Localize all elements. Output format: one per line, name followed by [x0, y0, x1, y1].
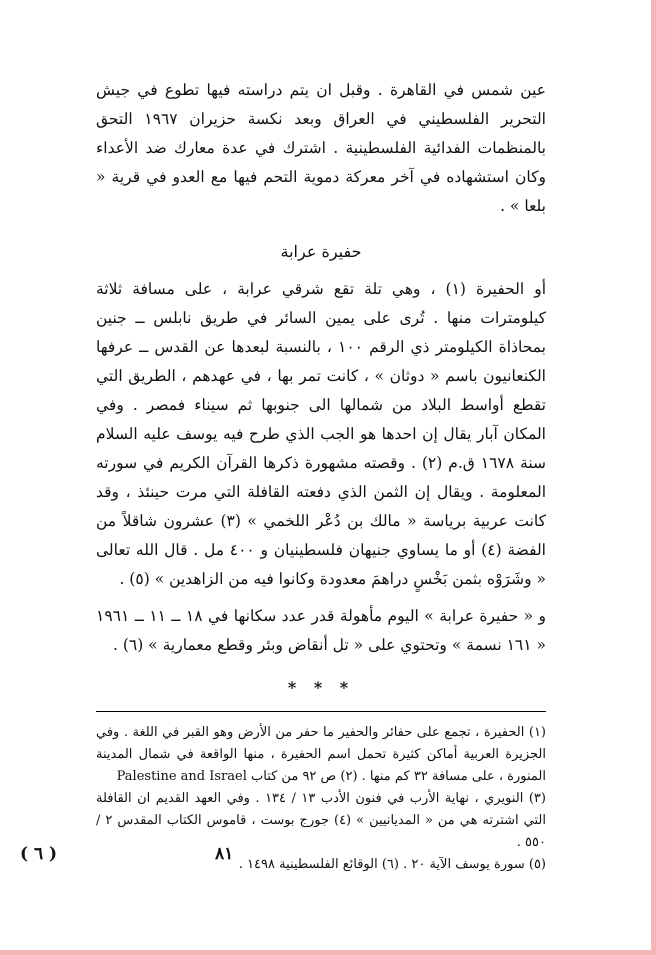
paragraph-opening: عين شمس في القاهرة . وقبل ان يتم دراسته فيها تطوع في جيش التحرير الفلسطيني في العراق وبعد نكسة حزيران ١٩٦٧ التحق بالمنظمات الفدائية الفلسطينية . اشترك في عدة معارك ضد الأعداء وكان استشهاده في آخر معركة دموية التحم فيها مع العدو في قرية « بلعا » . — [96, 81, 546, 215]
page-content — [96, 76, 546, 876]
chapter-number: ( ٦ ) — [20, 844, 58, 864]
paragraph-population: و « حفيرة عرابة » اليوم مأهولة قدر عدد سكانها في ١٨ ــ ١١ ــ ١٩٦١ « ١٦١ نسمة » وتحتوي على « تل أنقاض وبئر وقطع معمارية » (٦) . — [96, 607, 546, 654]
section-title: حفيرة عرابة — [280, 242, 362, 261]
paragraph-main: أو الحفيرة (١) ، وهي تلة تقع شرقي عرابة ، على مسافة ثلاثة كيلومترات منها . تُرى على يمين السائر في طريق نابلس ــ جنين بمحاذاة الكيلومتر ذي الرقم ١٠٠ ، بالنسبة لبعدها عن القدس ــ عرفها الكنعانيون باسم « دوثان » ، كانت تمر بها ، في عهدهم ، الطريق التي تقطع أواسط البلاد من شمالها الى جنوبها ثم سيناء فمصر . وفي المكان آبار يقال إن احدها هو الجب الذي طرح فيه يوسف عليه السلام سنة ١٦٧٨ ق.م (٢) . وقصته مشهورة ذكرها القرآن الكريم في سورته المعلومة . ويقال إن الثمن الذي دفعته القافلة التي مرت حينئذ ، وقد كانت عربية برياسة « مالك بن دُعْر اللخمي » (٣) عشرون شاقلاً من الفضة (٤) أو ما يساوي جنيهان فلسطينيان و ٤٠٠ مل . قال الله تعالى « وشَرَوْه بثمن بَخْسٍ دراهمَ معدودة وكانوا فيه من الزاهدين » (٥) . — [96, 280, 547, 588]
page-number: ٨١ — [215, 844, 234, 864]
section-separator: * * * — [287, 678, 355, 697]
footnote-1-2: (١) الحفيرة ، تجمع على حفائر والحفير ما حفر من الأرض وهو القبر في اللغة . وفي الجزيرة العربية أماكن كثيرة تحمل اسم الحفيرة ، منها الواقعة في شمال المدينة المنورة ، على مسافة ٣٢ كم منها . (٢) ص ٩٢ من كتاب Palestine and Israel — [96, 725, 546, 784]
footnote-rule — [96, 711, 546, 712]
footnote-5-6: (٥) سورة يوسف الآية ٢٠ . (٦) الوقائع الفلسطينية ١٤٩٨ . — [238, 857, 546, 872]
footnote-3-4: (٣) النويري ، نهاية الأرب في فنون الأدب ١٣ / ١٣٤ . وفي العهد القديم ان القافلة التي اشترته هي من « المديانيين » (٤) جورج بوست ، قاموس الكتاب المقدس ٢ / ٥٥٠ . — [96, 791, 546, 850]
